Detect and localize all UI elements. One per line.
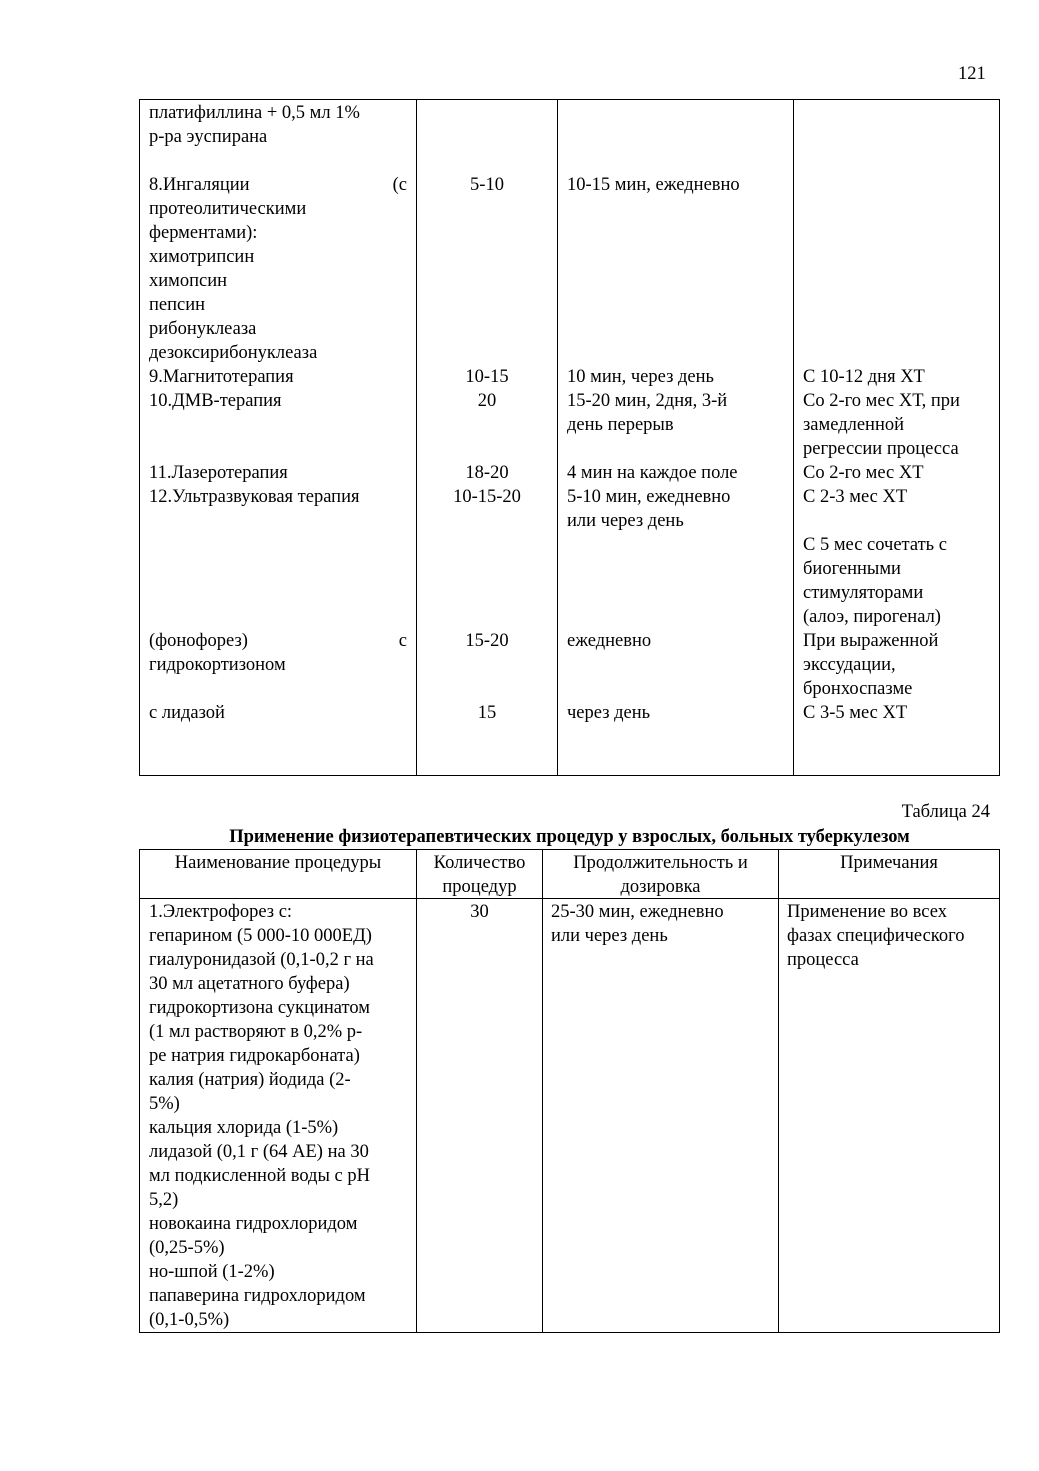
procedure-count: 5-10: [470, 175, 504, 195]
procedure-note: Со 2-го мес ХТ: [803, 463, 924, 483]
continued-procedures-table: [139, 99, 1000, 776]
procedure-count: 20: [477, 391, 497, 411]
procedure-note: Применение во всех фазах специфического процесса: [787, 902, 965, 970]
procedure-duration: 4 мин на каждое поле: [567, 463, 738, 483]
procedure-name: 12.Ультразвуковая терапия: [149, 487, 360, 507]
column-divider: [778, 850, 779, 1332]
procedure-count: 15-20: [465, 631, 509, 651]
procedure-name: 9.Магнитотерапия: [149, 367, 294, 387]
procedure-note: Со 2-го мес ХТ, при замедленной регрессии процесса: [803, 391, 960, 459]
table-24: [139, 849, 1000, 1333]
procedure-count: 30: [470, 902, 489, 922]
table-title: Применение физиотерапевтических процедур у взрослых, больных туберкулезом: [229, 827, 910, 847]
procedure-duration: 5-10 мин, ежедневно или через день: [567, 487, 731, 531]
procedure-count-column: [417, 173, 557, 725]
procedure-duration: 10 мин, через день: [567, 367, 714, 387]
procedure-note: С 3-5 мес ХТ: [803, 703, 908, 723]
column-divider: [542, 850, 543, 1332]
procedure-count: 10-15-20: [453, 487, 521, 507]
table-number-label: Таблица 24: [901, 802, 990, 822]
procedure-name: 1.Электрофорез с: гепарином (5 000-10 000ЕД) гиалуронидазой (0,1-0,2 г на 30 мл ацетатного буфера) гидрокортизона сукцинатом (1 мл растворяют в 0,2% р- ре натрия гидрокарбоната) калия (натрия) йодида (2- 5%) кальция хлорида (1-5%) лидазой (0,1 г (64 АЕ) на 30 мл подкисленной воды с рН 5,2) новокаина гидрохлоридом (0,25-5%) но-шпой (1-2%) папаверина гидрохлоридом (0,1-0,5%): [149, 902, 374, 1330]
procedure-name: (фонофорез) с: [149, 631, 407, 651]
procedure-note: При выраженной экссудации, бронхоспазме: [803, 631, 939, 699]
procedure-name: платифиллина + 0,5 мл 1% р-ра эуспирана: [149, 103, 360, 147]
procedure-notes-column: [803, 365, 998, 725]
procedure-duration: ежедневно: [567, 631, 652, 651]
column-divider: [793, 100, 794, 775]
page-number: 121: [958, 64, 986, 84]
procedure-count: 15: [477, 703, 497, 723]
procedure-duration: 15-20 мин, 2дня, 3-й день перерыв: [567, 391, 728, 435]
procedure-name: 11.Лазеротерапия: [149, 463, 288, 483]
column-header-count: Количество процедур: [433, 853, 526, 897]
procedure-names-column: [149, 101, 407, 725]
procedure-count: 10-15: [465, 367, 509, 387]
procedure-name: с лидазой: [149, 703, 225, 723]
procedure-duration-column: [567, 173, 789, 725]
procedure-note: С 10-12 дня ХТ: [803, 367, 925, 387]
procedure-note: С 2-3 мес ХТ С 5 мес сочетать с биогенными стимуляторами (алоэ, пирогенал): [803, 487, 947, 627]
procedure-name: 8.Ингаляции (с: [149, 175, 407, 195]
procedure-name-continued: протеолитическими ферментами): химотрипсин химопсин пепсин рибонуклеаза дезоксирибонуклеаза: [149, 199, 318, 363]
procedure-count: 18-20: [465, 463, 509, 483]
column-header-notes: Примечания: [840, 853, 938, 873]
column-header-name: Наименование процедуры: [174, 853, 382, 873]
procedure-duration: 10-15 мин, ежедневно: [567, 175, 740, 195]
column-divider: [557, 100, 558, 775]
procedure-name: 10.ДМВ-терапия: [149, 391, 282, 411]
column-header-duration: Продолжительность и дозировка: [573, 853, 748, 897]
procedure-duration: через день: [567, 703, 651, 723]
procedure-duration: 25-30 мин, ежедневно или через день: [551, 902, 724, 946]
procedure-name-continued: гидрокортизоном: [149, 655, 286, 675]
